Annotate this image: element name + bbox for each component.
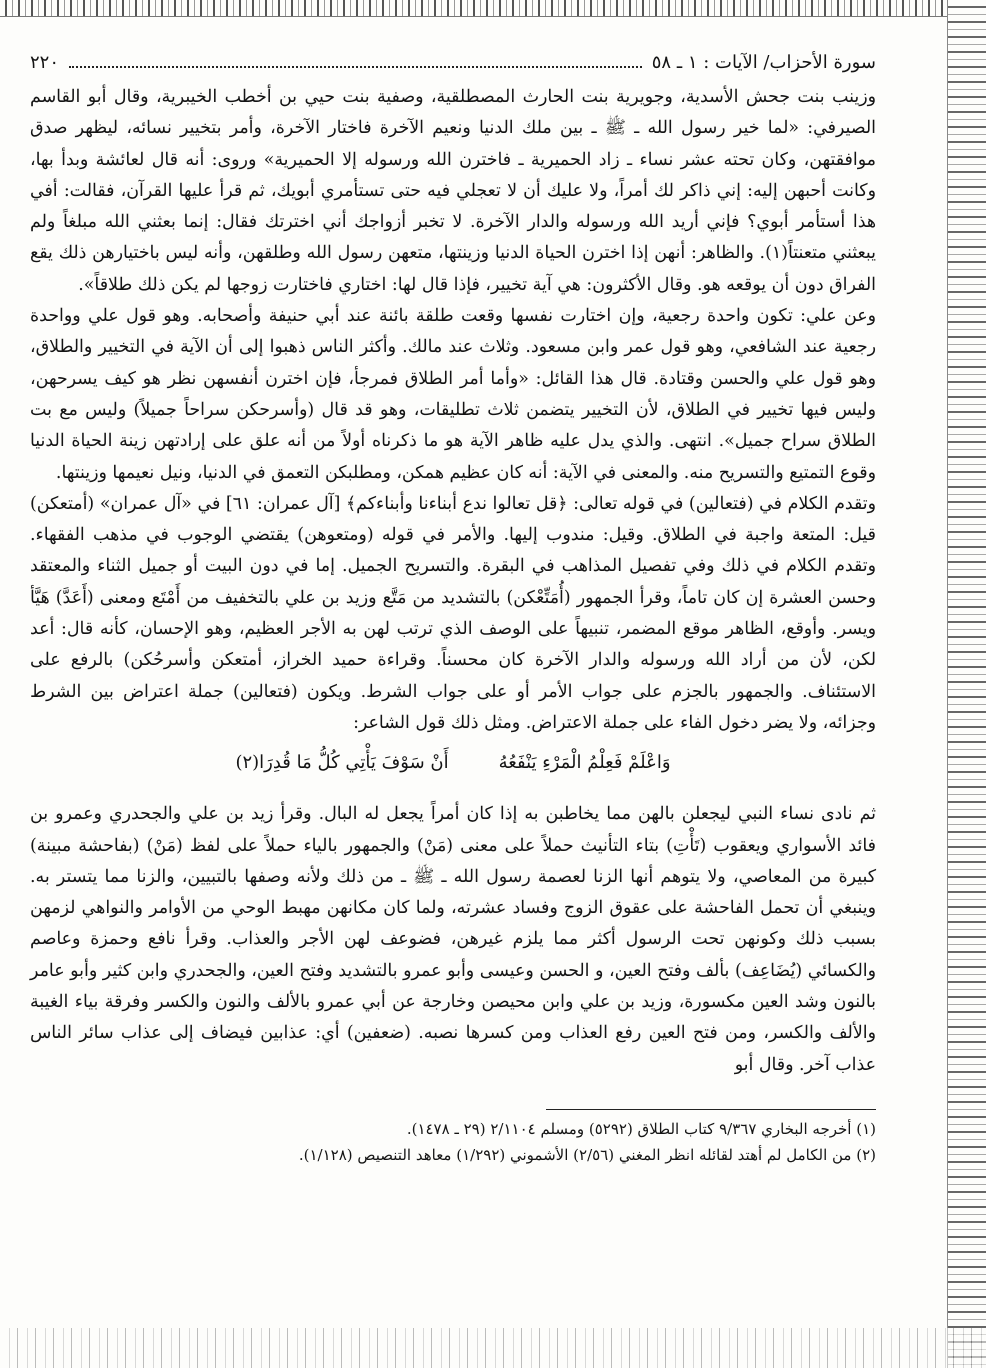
page-number: ٢٢٠ [30,52,60,73]
running-header [30,52,876,82]
paragraph-3: وتقدم الكلام في (فتعالين) في قوله تعالى: ﴿قل تعالوا ندع أبناءنا وأبناءكم﴾ [آل عمران: ٦١] في «آل عمران» (أمتعكن) قيل: المتعة واجبة في الطلاق. وقيل: مندوب إليها. والأمر في قوله (ومتعوهن) يقتضي الوجوب في مذهب الفقهاء. وتقدم الكلام في ذلك وفي تفصيل المذاهب في البقرة. والتسريح الجميل. إما في دون البيت أو جميل الثناء والمعتقد وحسن العشرة إن كان تاماً، وقرأ الجمهور (أُمَتِّعْكن) بالتشديد من مَتَّع وزيد بن علي بالتخفيف من أَمْتَع ومعنى (أَعَدَّ) هَيَّأ ويسر. وأوقع، الظاهر موقع المضمر، تنبيهاً على الوصف الذي ترتب لهن به الأجر العظيم، وهو الإحسان، كأنه قال: أعد لكن، لأن من أراد الله ورسوله والدار الآخرة كان محسناً. وقراءة حميد الخراز، أمتعكن وأسرحُكن) بالرفع على الاستئناف. والجمهور بالجزم على جواب الأمر أو على جواب الشرط. ويكون (فتعالين) جملة اعتراض بين الشرط وجزائه، ولا يضر دخول الفاء على جملة الاعتراض. ومثل ذلك قول الشاعر: [30,493,877,733]
poetry-verse [30,747,876,779]
main-text [30,82,876,739]
footnotes [30,1116,876,1168]
decorative-right-border [947,0,986,1368]
page-content [30,52,876,1168]
main-text-continued [30,799,876,1081]
footnote-separator [546,1109,876,1110]
verse-first-hemistich: وَاعْلَمْ فَعِلْمُ الْمَرْءِ يَنْفَعُهُ [498,752,671,774]
header-title: سورة الأحزاب/ الآيات : ١ ـ ٥٨ [651,52,876,73]
paragraph-4: ثم نادى نساء النبي ليجعلن بالهن مما يخاطبن به إذا كان أمراً يجعل له البال. وقرأ زيد بن علي والجحدري وعمرو بن فائد الأسواري ويعقوب (تَأْتِ) بتاء التأنيث حملاً على معنى (مَنْ) والجمهور بالياء حملاً على لفظ (مَنْ) (بفاحشة مبينة) كبيرة من المعاصي، ولا يتوهم أنها الزنا لعصمة رسول الله ـ ﷺ ـ من ذلك ولأنه وصفها بالتبيين، والزنا مما يتستر به. وينبغي أن تحمل الفاحشة على عقوق الزوج وفساد عشرته، ولما كان مكانهن مهبط الوحي من الأوامر والنواهي لزمهن بسبب ذلك وكونهن تحت الرسول أكثر مما يلزم غيرهن، فضوعف لهن الأجر والعذاب. وقرأ نافع وحمزة وعاصم والكسائي (يُضَاعِف) بألف وفتح العين، و الحسن وعيسى وأبو عمرو بالتشديد وفتح العين، والجحدري وابن كثير وأبو عامر بالنون وشد العين مكسورة، وزيد بن علي وابن محيصن وخارجة عن أبي عمرو بالألف والنون والكسر وفرقة بياء الغيبة والألف والكسر، ومن فتح العين رفع العذاب ومن كسرها نصبه. (ضعفين) أي: عذابين فيضاف إلى عذاب سائر الناس عذاب آخر. وقال أبو [30,804,876,1075]
header-dot-leader [69,66,642,68]
verse-second-hemistich: أَنْ سَوْفَ يَأْتِي كُلُّ مَا قُدِرَا(٢) [235,752,449,774]
paragraph-1: وزينب بنت جحش الأسدية، وجويرية بنت الحارث المصطلقية، وصفية بنت حيي بن أخطب الخيبرية، وقال أبو القاسم الصيرفي: «لما خير رسول الله ـ ﷺ ـ بين ملك الدنيا ونعيم الآخرة فاختار الآخرة، وأمر بتخيير نسائه، ليظهر صدق موافقتهن، وكان تحته عشر نساء ـ زاد الحميرية ـ فاخترن الله ورسوله إلا الحميرية» وروى: أنه قال لعائشة وبدأ بها، وكانت أحبهن إليه: إني ذاكر لك أمراً، ولا عليك أن لا تعجلي فيه حتى تستأمري أبويك، ثم قرأ عليها القرآن، فقالت: أفي هذا أستأمر أبوي؟ فإني أريد الله ورسوله والدار الآخرة. لا تخبر أزواجك أني اخترتك فقال: إنما بعثني الله مبلغاً ولم يبعثني متعنتاً(١). والظاهر: أنهن إذا اخترن الحياة الدنيا وزينتها، متعهن رسول الله وطلقهن، وأنه ليس باختيارهن ذلك يقع الفراق دون أن يوقعه هو. وقال الأكثرون: هي آية تخيير، فإذا قال لها: اختاري فاختارت زوجها لم يكن ذلك طلاقاً». [30,87,877,295]
footnote-2: (٢) من الكامل لم أهتد لقائله انظر المغني (٢/٥٦) الأشموني (١/٢٩٢) معاهد التنصيص (١/١٢٨). [298,1145,876,1164]
footnote-1: (١) أخرجه البخاري ٩/٣٦٧ كتاب الطلاق (٥٢٩٢) ومسلم ٢/١١٠٤ (٢٩ ـ ١٤٧٨). [406,1119,876,1138]
decorative-top-border [0,0,986,17]
scan-bottom-edge [0,1328,986,1368]
paragraph-2: وعن علي: تكون واحدة رجعية، وإن اختارت نفسها وقعت طلقة بائنة عند أبي حنيفة وأصحابه. وهو قول علي وواحدة رجعية عند الشافعي، وهو قول عمر وابن مسعود. وثلاث عند مالك. وأكثر الناس ذهبوا إلى أن الآية في التخيير والطلاق، وهو قول علي والحسن وقتادة. قال هذا القائل: «وأما أمر الطلاق فمرجأ، فإن اخترن أنفسهن نظر هو كيف يسرحهن، وليس فيها تخيير في الطلاق، لأن التخيير يتضمن ثلاث تطليقات، وهو قد قال (وأسرحكن سراحاً جميلاً) وليس مع بت الطلاق سراح جميل». انتهى. والذي يدل عليه ظاهر الآية هو ما ذكرناه أولاً من أنه علق على إرادتهن زينة الحياة الدنيا وقوع التمتيع والتسريح منه. والمعنى في الآية: أنه كان عظيم همكن، ومطلبكن التعمق في الدنيا، ونيل نعيمها وزينتها. [30,306,876,483]
